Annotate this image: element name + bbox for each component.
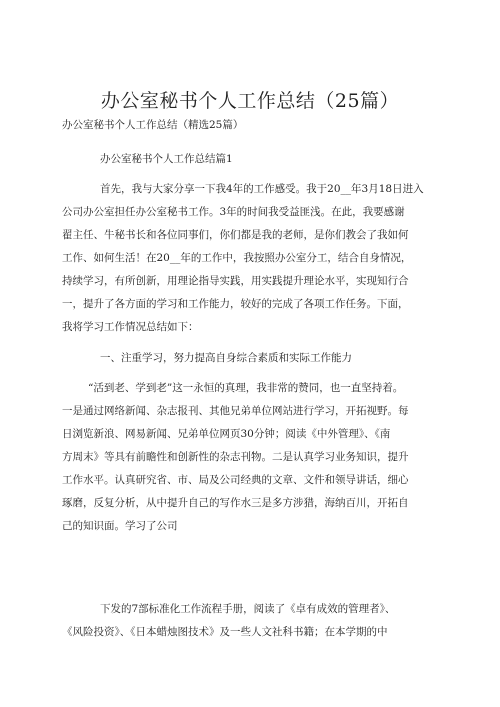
- paragraph-line: 方周末》等具有前瞻性和创新性的杂志刊物。二是认真学习业务知识，提升: [62, 451, 409, 463]
- paragraph-2: [62, 377, 438, 538]
- paragraph-line: 己的知识面。学习了公司: [62, 520, 178, 532]
- document-subtitle: 办公室秘书个人工作总结（精选25篇）: [62, 119, 244, 131]
- paragraph-line: 首先，我与大家分享一下我4年的工作感受。我于20__年3月18日进入: [100, 183, 424, 195]
- section-heading-1: 一、注重学习，努力提高自身综合素质和实际工作能力: [100, 352, 352, 364]
- paragraph-line: 工作水平。认真研究省、市、局及公司经典的文章、文件和领导讲话，细心: [62, 474, 409, 486]
- document-title: 办公室秘书个人工作总结（25篇）: [100, 90, 400, 112]
- paragraph-line: 公司办公室担任办公室秘书工作。3年的时间我受益匪浅。在此，我要感谢: [62, 206, 405, 218]
- section-title: 办公室秘书个人工作总结篇1: [100, 153, 233, 165]
- paragraph-line: 翟主任、牛秘书长和各位同事们，你们都是我的老师，是你们教会了我如何: [62, 229, 409, 241]
- paragraph-line: 《风险投资》、《日本蜡烛图技术》及一些人文社科书籍；在本学期的中: [62, 626, 388, 638]
- paragraph-line: 日浏览新浪、网易新闻、兄弟单位网页30分钟；阅读《中外管理》、《南: [62, 428, 391, 440]
- paragraph-3: [62, 598, 438, 644]
- paragraph-line: 下发的7部标准化工作流程手册，阅读了《卓有成效的管理者》、: [100, 603, 396, 615]
- paragraph-line: 工作、如何生活！在20__年的工作中，我按照办公室分工，结合自身情况，: [62, 252, 412, 264]
- paragraph-line: 琢磨，反复分析，从中提升自己的写作水三是多方涉猎，海纳百川，开拓自: [62, 497, 409, 509]
- paragraph-line: 一是通过网络新闻、杂志报刊、其他兄弟单位网站进行学习，开拓视野。每: [62, 405, 409, 417]
- paragraph-line: 一，提升了各方面的学习和工作能力，较好的完成了各项工作任务。下面，: [62, 298, 409, 310]
- paragraph-line: 我将学习工作情况总结如下：: [62, 321, 199, 333]
- paragraph-line: 持续学习，有所创新，用理论指导实践，用实践提升理论水平，实现知行合: [62, 275, 409, 287]
- paragraph-line: “活到老、学到老”这一永恒的真理，我非常的赞同，也一直坚持着。: [88, 382, 404, 394]
- paragraph-1: [62, 178, 438, 339]
